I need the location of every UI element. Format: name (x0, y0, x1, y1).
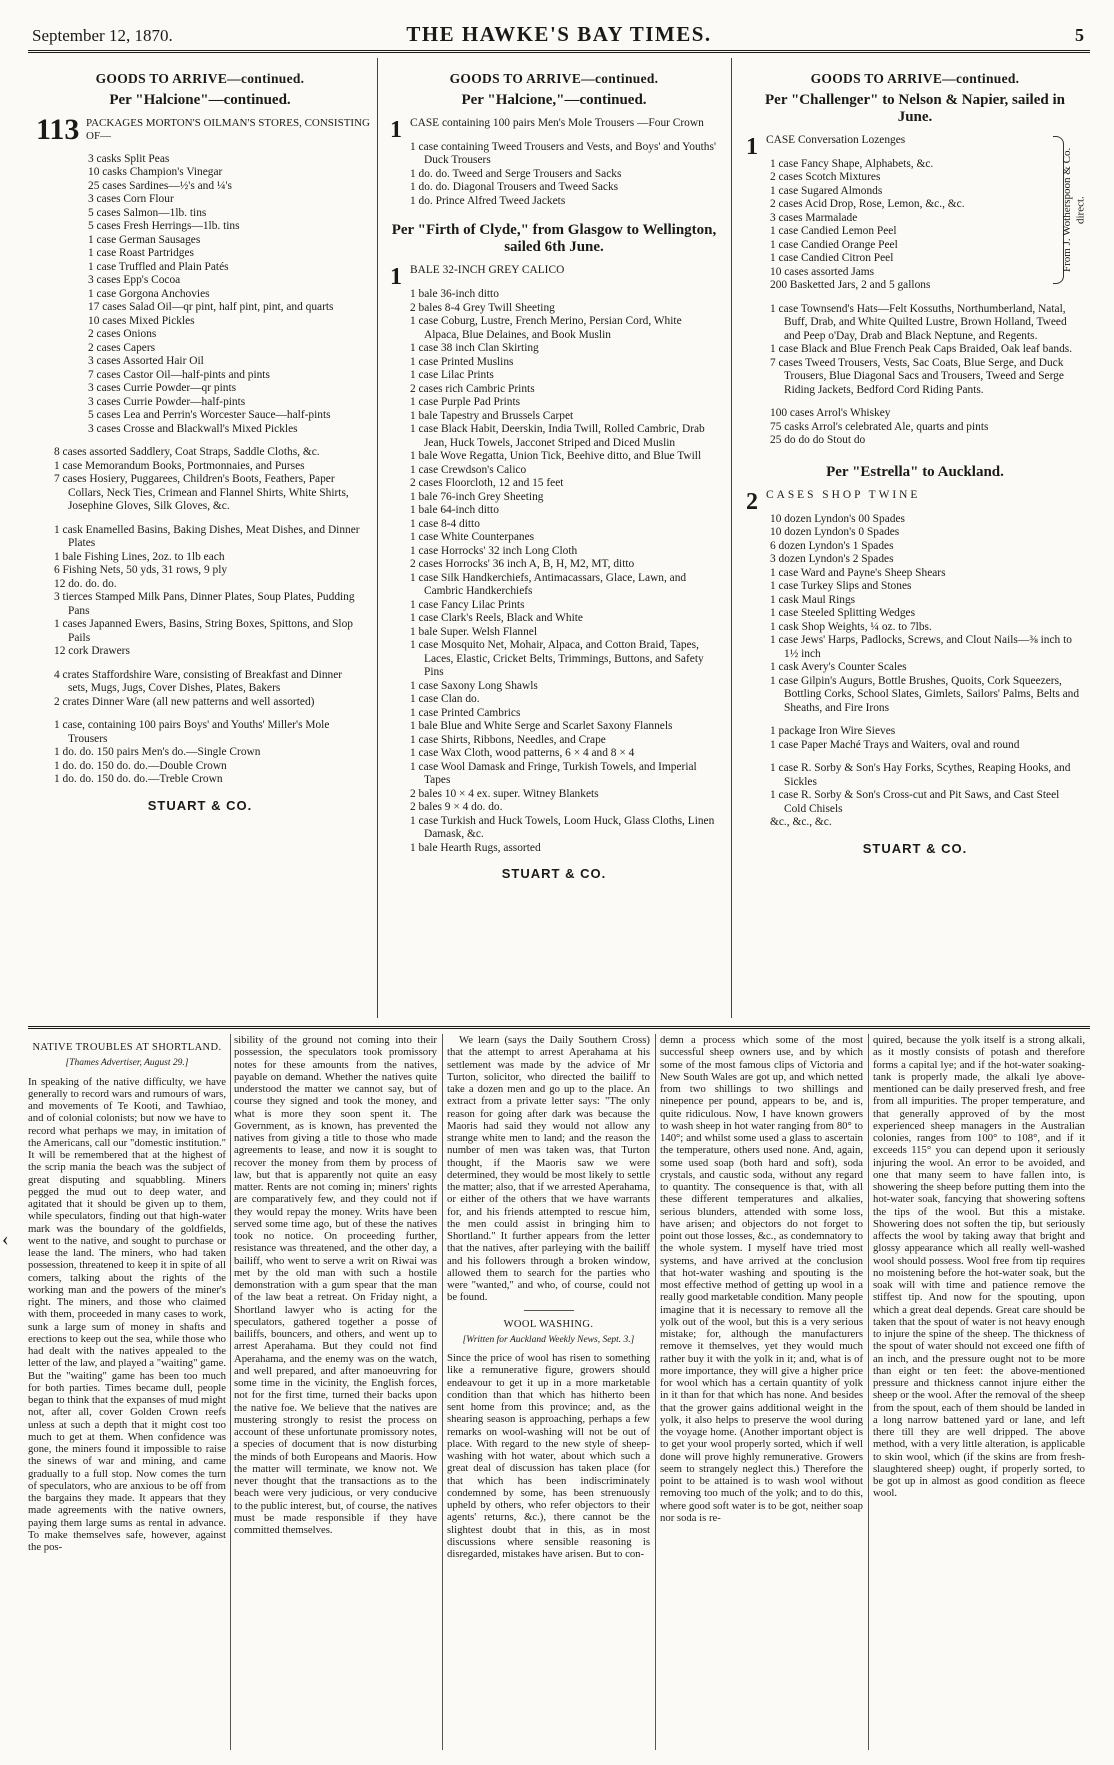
ship-heading: Per "Halcione,"—continued. (461, 91, 647, 108)
goods-item: 3 cases Crosse and Blackwall's Mixed Pickles (88, 422, 298, 435)
goods-item: 1 case Memorandum Books, Portmonnaies, and Purses (54, 459, 305, 472)
goods-item: 1 case Paper Maché Trays and Waiters, oval and round (770, 738, 1020, 751)
bracket-label: From J. Wotherspoon & Co. direct. (1061, 147, 1087, 272)
goods-item: 1 case Wool Damask and Fringe, Turkish Towels, and Imperial Tapes (410, 760, 697, 786)
column-divider (377, 58, 378, 1018)
newspaper-title: THE HAWKE'S BAY TIMES. (406, 22, 712, 46)
article-body (234, 1034, 437, 1536)
news-column-5 (873, 1034, 1085, 1750)
goods-item: 1 case Clan do. (410, 693, 480, 705)
goods-item: 1 case Printed Cambrics (410, 706, 521, 719)
goods-list (384, 141, 724, 209)
goods-item: 1 bale Fishing Lines, 2oz. to 1lb each (54, 550, 225, 563)
goods-item: 1 case Shirts, Ribbons, Needles, and Crape (410, 733, 606, 746)
goods-item: 1 case Black and Blue French Peak Caps Braided, Oak leaf bands. (770, 343, 1073, 355)
article-body (447, 1034, 650, 1304)
article-body (447, 1352, 650, 1560)
column-divider (868, 1034, 869, 1750)
lead-text: CASE Conversation Lozenges (766, 133, 906, 146)
goods-item: 1 case R. Sorby & Son's Hay Forks, Scythes, Reaping Hooks, and Sickles (770, 762, 1071, 788)
goods-list (740, 725, 1090, 752)
goods-item: 17 cases Salad Oil—qr pint, half pint, pint, and quarts (88, 301, 334, 313)
lead-text: PACKAGES MORTON'S OILMAN'S STORES, CONSISTING OF— (86, 116, 370, 142)
goods-item: 1 case Clark's Reels, Black and White (410, 612, 583, 624)
goods-item: 1 case 8-4 ditto (410, 517, 480, 530)
article-paragraph: We learn (says the Daily Southern Cross) that the attempt to arrest Aperahama at his settlement was made by the advice of Mr Turton, solicitor, who directed the bailiff to take a dozen men and go up to the place. An extract from a private letter says: "The only reason for going after dark was because the Maoris had said they would not allow any strange white men to land; and the reason the number of men was taken was, that Turton thought, if the Maoris saw we were determined, they would be most likely to settle the matter; also, that if we arrested Aperahama, or either of the others that we have warrants for, and his friends attempted to rescue him, the men could assist in bringing him to Shortland." It further appears from the letter that the natives, after parleying with the bailiff and his followers through a broken window, allowed them to search for the parties who were "wanted," and who, of course, could not be found. (447, 1034, 650, 1304)
goods-item: 1 case Candied Lemon Peel (770, 225, 897, 237)
goods-item: 1 case Fancy Lilac Prints (410, 598, 525, 611)
goods-item: 7 cases Castor Oil—half-pints and pints (88, 368, 270, 381)
goods-item: 3 cases Corn Flour (88, 193, 174, 205)
goods-item: 10 cases Mixed Pickles (88, 314, 195, 327)
goods-item: 1 do. Prince Alfred Tweed Jackets (410, 194, 566, 207)
goods-item: 4 crates Staffordshire Ware, consisting of Breakfast and Dinner sets, Mugs, Jugs, Cover Dishes, Plates, Bakers (54, 668, 343, 694)
goods-item: 3 cases Currie Powder—half-pints (88, 395, 246, 408)
article-source: [Written for Auckland Weekly News, Sept. 3.] (462, 1334, 635, 1345)
lead-number: 113 (36, 112, 80, 146)
goods-item: 1 case Horrocks' 32 inch Long Cloth (410, 544, 578, 557)
goods-item: 1 case Steeled Splitting Wedges (770, 607, 916, 619)
ad-column-3 (740, 58, 1090, 1018)
column-divider (731, 58, 732, 1018)
column-divider (230, 1034, 231, 1750)
lead-number: 2 (746, 488, 758, 515)
goods-item: 1 case Coburg, Lustre, French Merino, Persian Cord, White Alpaca, Blue Delaines, and Book Muslin (410, 315, 682, 341)
goods-item: 8 cases assorted Saddlery, Coat Straps, Saddle Cloths, &c. (54, 446, 320, 458)
goods-list (28, 719, 372, 787)
article-paragraph: sibility of the ground not coming into their possession, the speculators took promissory notes for these amounts from the natives, payable on demand. Whether the natives quite understood the matter we cannot say, but of course they signed and took the money, and what is more they soon spent it. The Government, as is known, has prevented the natives from giving a title to those who made agreements to lease, and now it is sought to recover the money from them by process of law, but that is apparently not quite an easy matter. Rents are not coming in; miners' rights are comparatively few, and they could not if they would repay the money. Writs have been served some time ago, but of these the natives took no notice. On proceeding further, resistance was threatened, and the other day, a bailiff, who went to serve a writ on Riwai was met by the old man with such a hostile demonstration with a gum spear that the man of the law beat a retreat. On Friday night, a Shortland lawyer who is acting for the speculators, gathered together a posse of bailiffs, bouncers, and others, and went up to arrest Aperahama. But they could not find Aperahama, and the enemy was on the watch, and well prepared, and after manoeuvring for some time in the vicinity, the English forces, not for the first time, turned their backs upon the native foe. We believe that the natives are mustering strongly to resist the process on account of these unfortunate promissory notes, a species of document that is now disturbing the minds of both Europeans and Maoris. How the matter will terminate, we know not. We never thought that the transactions as to the beach were very judicious, or very conducive to the public interest, but, of course, the natives must be made responsible if they have committed themselves. (234, 1034, 437, 1536)
article-paragraph: quired, because the yolk itself is a strong alkali, as it mostly consists of potash and therefore forms a capital lye; and if the hot-water soaking-tank is properly made, the alkali lye above-mentioned can be daily preserved fresh, and free from all impurities. The proper temperature, and that generally approved of by the most experienced sheep managers in the Australian colonies, ranges from 100° to 108°, and if it exceeds 115° you can depend upon it seriously injuring the wool. An error to be avoided, and one that many seem to have fallen into, is showering the sheep before putting them into the hot-water soak, fancying that showering softens the tips of the wool. But this a mistake. Showering does not soften the tip, but seriously affects the wool by taking away that bright and glossy appearance which all really well-washed wool should possess. Wool free from tip requires no moistening before the hot-water soak, but the soak will with time and patience remove the stiffest tip. And now for the spouting, upon which a great deal depends. Great care should be taken that the spout of water is not heavy enough to injure the spine of the sheep. The thickness of the spout of water should not exceed one fifth of an inch, and the pressure ought not to be more than eight or ten feet: the above-mentioned pressure and thickness cannot injure either the sheep or the wool. After the removal of the sheep from the spout, each of them should be landed in a long narrow battened yard or lane, and left there till they are well dripped. The above method, with a very little alteration, is applicable to skin wool, which (if the skins are from fresh-slaughtered sheep) ought, if properly sorted, to be got up in almost as good condition as fleece wool. (873, 1034, 1085, 1500)
goods-item: 25 do do do Stout do (770, 434, 866, 446)
goods-list (28, 524, 372, 659)
goods-item: 1 bale Wove Regatta, Union Tick, Beehive ditto, and Blue Twill (410, 450, 702, 462)
goods-item: 1 bale 36-inch ditto (410, 288, 499, 300)
goods-item: 5 cases Salmon—1lb. tins (88, 206, 207, 219)
lead-item (384, 264, 724, 288)
goods-item: 1 case Crewdson's Calico (410, 463, 527, 476)
column-divider (442, 1034, 443, 1750)
goods-item: 2 cases Floorcloth, 12 and 15 feet (410, 477, 564, 489)
goods-item: 1 case Sugared Almonds (770, 184, 883, 197)
goods-item: 1 case Silk Handkerchiefs, Antimacassars, Glace, Lawn, and Cambric Handkerchiefs (410, 571, 687, 597)
goods-item: 1 cask Enamelled Basins, Baking Dishes, Meat Dishes, and Dinner Plates (54, 523, 360, 549)
goods-item: 3 casks Split Peas (88, 152, 170, 165)
advertisements-section (28, 58, 1090, 1026)
goods-item: 2 cases Capers (88, 341, 156, 354)
goods-item: 1 case R. Sorby & Son's Cross-cut and Pit Saws, and Cast Steel Cold Chisels (770, 789, 1060, 815)
goods-list (740, 762, 1090, 830)
goods-list (740, 407, 1090, 448)
goods-list (384, 288, 724, 855)
goods-item: 10 dozen Lyndon's 0 Spades (770, 526, 900, 538)
goods-item: 1 case Roast Partridges (88, 247, 194, 259)
goods-list (740, 158, 1090, 293)
ad-heading: GOODS TO ARRIVE—continued. (449, 71, 659, 86)
lead-item (740, 489, 1090, 513)
goods-item: 3 cases Epp's Cocoa (88, 274, 181, 286)
goods-item: 1 case Printed Muslins (410, 355, 514, 368)
goods-list (28, 669, 372, 710)
goods-item: 12 cork Drawers (54, 645, 130, 657)
goods-item: 1 case Lilac Prints (410, 369, 494, 381)
advertiser-signature: STUART & CO. (862, 840, 968, 856)
goods-item: 1 case Ward and Payne's Sheep Shears (770, 566, 946, 579)
goods-item: 7 cases Hosiery, Puggarees, Children's Boots, Feathers, Paper Collars, Neck Ties, Crimean and Flannel Shirts, White Shirts, Josephine Gloves, Silk Gloves, &c. (54, 473, 349, 512)
goods-item: 1 case containing Tweed Trousers and Vests, and Boys' and Youths' Duck Trousers (410, 140, 716, 166)
goods-item: 2 cases Onions (88, 328, 157, 340)
article-paragraph: demn a process which some of the most successful sheep owners use, and by which some of the most famous clips of Victoria and New South Wales are got up, and which netted from two shillings to two shillings and ninepence per pound, appears to be, and is, quite ridiculous. Now, I have known growers to wash sheep in hot water ranging from 80° to 140°; and whilst some used a glass to ascertain the temperature, others used none. And, again, some used soap (both hard and soft), soda crystals, and caustic soda, without any regard to quantity. The consequence is that, with all these different temperatures and alkalies, serious blunders, attended with some loss, have arisen; and objectors do not forget to point out those losses, &c., as condemnatory to the whole system. I myself have tried most systems, and have arrived at the conclusion that hot-water washing and spouting is the most effective method of getting up wool in a really good marketable condition. Many people imagine that it is necessary to remove all the yolk out of the wool, but this is a very serious mistake; for, although the manufacturers remove it themselves, yet they would much rather buy it with the yolk in it; and, what is of more importance, they will give a higher price for wool which has a certain quantity of yolk in it than for that which has none. And besides that the grower gains additional weight in the yolk, it also helps to preserve the wool during the voyage home. (Another important object is to get your wool properly sorted, which if well done will prove highly remunerative. Growers seem to strangely neglect this.) Therefore the point to be attained is to wash wool without removing too much of the yolk; and to do this, where good soft water is to be got, neither soap nor soda is re- (660, 1034, 863, 1524)
ship-heading: Per "Challenger" to Nelson & Napier, sailed in June. (765, 91, 1065, 125)
goods-item: 1 case 38 inch Clan Skirting (410, 342, 539, 354)
article-body (660, 1034, 863, 1524)
goods-item: 2 bales 8-4 Grey Twill Sheeting (410, 301, 555, 314)
lead-text: CASE containing 100 pairs Men's Mole Trousers —Four Crown (410, 116, 704, 129)
goods-item: 5 cases Fresh Herrings—1lb. tins (88, 220, 240, 232)
goods-item: 1 case Mosquito Net, Mohair, Alpaca, and Cotton Braid, Tapes, Laces, Elastic, Cricket Belts, Trimmings, Buttons, and Safety Pins (410, 639, 704, 678)
lead-number: 1 (390, 116, 402, 143)
goods-item: 7 cases Tweed Trousers, Vests, Sac Coats, Blue Serge, and Duck Trousers, Blue Diagonal Sacs and Trousers, Tweed and Serge Riding Jackets, Bedford Cord Riding Pants. (770, 356, 1064, 396)
goods-item: 1 cask Maul Rings (770, 593, 856, 606)
article-body (873, 1034, 1085, 1500)
lead-number: 1 (390, 264, 402, 290)
advertiser-signature: STUART & CO. (147, 797, 253, 813)
goods-item: 1 bale Super. Welsh Flannel (410, 625, 537, 638)
goods-item: 1 case Jews' Harps, Padlocks, Screws, and Clout Nails—⅜ inch to 1½ inch (770, 634, 1072, 660)
goods-item: 1 do. do. 150 pairs Men's do.—Single Crown (54, 746, 261, 758)
news-column-2 (234, 1034, 437, 1750)
lead-item (28, 112, 372, 153)
goods-item: 1 bale 76-inch Grey Sheeting (410, 490, 544, 503)
goods-item: 12 do. do. do. (54, 577, 117, 590)
goods-item: 1 bale Tapestry and Brussels Carpet (410, 409, 574, 422)
goods-item: 3 tierces Stamped Milk Pans, Dinner Plates, Soup Plates, Pudding Pans (54, 591, 355, 617)
goods-item: 2 bales 9 × 4 do. do. (410, 801, 503, 813)
news-column-1 (28, 1034, 226, 1750)
goods-item: 2 cases Acid Drop, Rose, Lemon, &c., &c. (770, 198, 965, 210)
confectionery-group (740, 134, 1090, 293)
masthead (28, 20, 1090, 53)
goods-item: 3 cases Currie Powder—qr pints (88, 382, 237, 394)
section-divider (28, 1026, 1090, 1029)
news-column-4 (660, 1034, 863, 1750)
goods-item: 6 Fishing Nets, 50 yds, 31 rows, 9 ply (54, 564, 228, 576)
goods-item: 2 bales 10 × 4 ex. super. Witney Blankets (410, 787, 599, 800)
goods-item: 1 case White Counterpanes (410, 531, 535, 543)
goods-item: 1 case German Sausages (88, 233, 201, 246)
issue-date: September 12, 1870. (32, 26, 173, 45)
goods-item: 1 do. do. Tweed and Serge Trousers and Sacks (410, 167, 622, 180)
lead-text: CASES SHOP TWINE (766, 488, 921, 501)
article-source: [Thames Advertiser, August 29.] (65, 1058, 189, 1069)
goods-item: 1 case Candied Orange Peel (770, 238, 898, 251)
goods-item: 2 cases rich Cambric Prints (410, 382, 535, 395)
goods-item: 1 do. do. 150 do. do.—Double Crown (54, 759, 227, 772)
article-body (28, 1076, 226, 1554)
goods-item: 10 cases assorted Jams (770, 265, 875, 278)
goods-item: 1 package Iron Wire Sieves (770, 725, 896, 737)
goods-item: 1 cask Shop Weights, ¼ oz. to 7lbs. (770, 620, 932, 633)
goods-item: 25 cases Sardines—½'s and ¼'s (88, 179, 232, 192)
column-divider (655, 1034, 656, 1750)
lead-item (384, 117, 724, 141)
goods-item: 1 bale Hearth Rugs, assorted (410, 841, 541, 854)
goods-item: 2 cases Scotch Mixtures (770, 171, 881, 183)
goods-item: 1 cask Avery's Counter Scales (770, 661, 907, 673)
goods-item: 1 case Turkish and Huck Towels, Loom Huck, Glass Cloths, Linen Damask, &c. (410, 814, 715, 840)
goods-item: 1 case Saxony Long Shawls (410, 679, 538, 692)
lead-item (740, 134, 1090, 158)
goods-item: 1 case Wax Cloth, wood patterns, 6 × 4 and 8 × 4 (410, 747, 635, 759)
goods-item: 1 case Turkey Slips and Stones (770, 580, 912, 592)
goods-item: 1 case, containing 100 pairs Boys' and Youths' Miller's Mole Trousers (54, 719, 330, 745)
article-headline: WOOL WASHING. (503, 1318, 594, 1330)
newspaper-page (28, 20, 1090, 1750)
goods-item: 6 dozen Lyndon's 1 Spades (770, 539, 894, 552)
goods-item: 100 cases Arrol's Whiskey (770, 407, 891, 419)
goods-item: 1 bale Blue and White Serge and Scarlet Saxony Flannels (410, 720, 673, 732)
goods-list (740, 513, 1090, 716)
article-paragraph: Since the price of wool has risen to something like a remunerative figure, growers should endeavour to get it up in a more marketable condition than that which has hitherto been sent home from this province; and, as the shearing season is approaching, perhaps a few remarks on wool-washing will not be out of place. With regard to the new style of sheep-washing with hot water, about which such a great deal of discussion has taken place (for that which has been indiscriminately condemned by some, has been strenuously upheld by others, who refer objectors to their agents' returns, &c.), there cannot be the slightest doubt that in this, as in most discussions where sensible reasoning is disregarded, mistakes have arisen. But to con- (447, 1352, 650, 1560)
goods-list (28, 446, 372, 514)
ship-heading: Per "Firth of Clyde," from Glasgow to Wellington, sailed 6th June. (391, 222, 717, 255)
goods-item: 1 cases Japanned Ewers, Basins, String Boxes, Spittons, and Slop Pails (54, 618, 353, 644)
goods-list (740, 303, 1090, 398)
goods-item: 1 bale 64-inch ditto (410, 504, 499, 516)
goods-item: 10 dozen Lyndon's 00 Spades (770, 512, 905, 525)
goods-item: 2 cases Horrocks' 36 inch A, B, H, M2, MT, ditto (410, 558, 635, 570)
advertiser-signature: STUART & CO. (501, 866, 607, 881)
goods-item: 1 case Purple Pad Prints (410, 396, 521, 408)
lead-text: BALE 32-INCH GREY CALICO (410, 264, 565, 276)
goods-item: 3 dozen Lyndon's 2 Spades (770, 553, 894, 565)
article-divider (524, 1310, 574, 1311)
goods-item: 3 cases Assorted Hair Oil (88, 355, 204, 367)
goods-item: 1 case Gilpin's Augurs, Bottle Brushes, Quoits, Cork Squeezers, Bottling Corks, School Slates, Gimlets, Sailors' Palms, Belts and Sheaths, and Fire Irons (770, 674, 1080, 714)
goods-item: 1 case Gorgona Anchovies (88, 287, 210, 300)
news-column-3 (447, 1034, 650, 1750)
goods-item: 75 casks Arrol's celebrated Ale, quarts and pints (770, 420, 989, 433)
ad-heading: GOODS TO ARRIVE—continued. (95, 71, 305, 86)
goods-item: 10 casks Champion's Vinegar (88, 166, 223, 178)
margin-mark: ‹ (2, 1228, 9, 1250)
ship-heading: Per "Halcione"—continued. (109, 91, 291, 108)
goods-item: 1 case Townsend's Hats—Felt Kossuths, Northumberland, Natal, Buff, Drab, and White Quilted Lustre, Brown Holland, Tweed and Peep o'Day, Drab and Black Neptune, and Regents. (770, 302, 1067, 342)
goods-item: 1 do. do. Diagonal Trousers and Tweed Sacks (410, 181, 619, 193)
lead-number: 1 (746, 133, 758, 160)
goods-item: 200 Basketted Jars, 2 and 5 gallons (770, 279, 931, 291)
goods-item: 2 crates Dinner Ware (all new patterns and well assorted) (54, 695, 315, 708)
goods-item: 5 cases Lea and Perrin's Worcester Sauce—half-pints (88, 409, 331, 421)
article-paragraph: In speaking of the native difficulty, we have generally to record wars and rumours of wars, and movements of Te Kooti, and Tawhiao, and of colonial colonists; but now we have to record what perhaps we may, in imitation of the Americans, call our "domestic institution." It will be remembered that at the highest of the scrip mania the beach was the subject of great disputing and squabbling. Miners pegged the mud out to deep water, and agitated that it should be given up to them, while speculators, finding out that high-water mark was the boundary of the goldfields, went to the native, and sought to purchase or lease the land. The miners, who had taken possession, threatened to keep it in spite of all comers, talking about the rights of the working man and the powers of the miner's right. The miners, and those who claimed with them, proceeded in many cases to work, sunk a large sum of money in shafts and erections to keep out the sea, while those who had dealt with the natives appealed to the letter of the law, and played a "waiting" game. But the "waiting" game has been too much for both parties. Times became dull, people began to think that the expanses of mud might not, after all, cover Golden Crown reefs unless at such a depth that it might cost too much to get at them. When confidence was gone, the miners found it impossible to raise the sinews of war and mining, and came gradually to a full stop. Now comes the turn of speculators, who are anxious to be off from the bargains they made. It appears that they made agreements with the native owners, paying them large sums as rental in advance. To make themselves safe, however, against the pos- (28, 1075, 226, 1553)
goods-item: 1 do. do. 150 do. do.—Treble Crown (54, 773, 223, 785)
page-number: 5 (1075, 25, 1084, 45)
ad-column-2 (384, 58, 724, 1018)
ad-heading: GOODS TO ARRIVE—continued. (810, 71, 1020, 86)
goods-item: 3 cases Marmalade (770, 211, 858, 224)
article-headline: NATIVE TROUBLES AT SHORTLAND. (32, 1042, 222, 1053)
goods-item: 1 case Candied Citron Peel (770, 252, 894, 264)
news-section (28, 1034, 1090, 1750)
goods-item: 1 case Black Habit, Deerskin, India Twill, Rolled Cambric, Drab Jean, Huck Towels, Jacconet Striped and Diced Muslin (410, 423, 705, 449)
ad-column-1 (28, 58, 372, 1018)
ship-heading: Per "Estrella" to Auckland. (826, 463, 1004, 480)
goods-list (28, 153, 372, 437)
goods-item: &c., &c., &c. (770, 816, 832, 828)
goods-item: 1 case Fancy Shape, Alphabets, &c. (770, 157, 934, 170)
goods-item: 1 case Truffled and Plain Patés (88, 260, 229, 273)
